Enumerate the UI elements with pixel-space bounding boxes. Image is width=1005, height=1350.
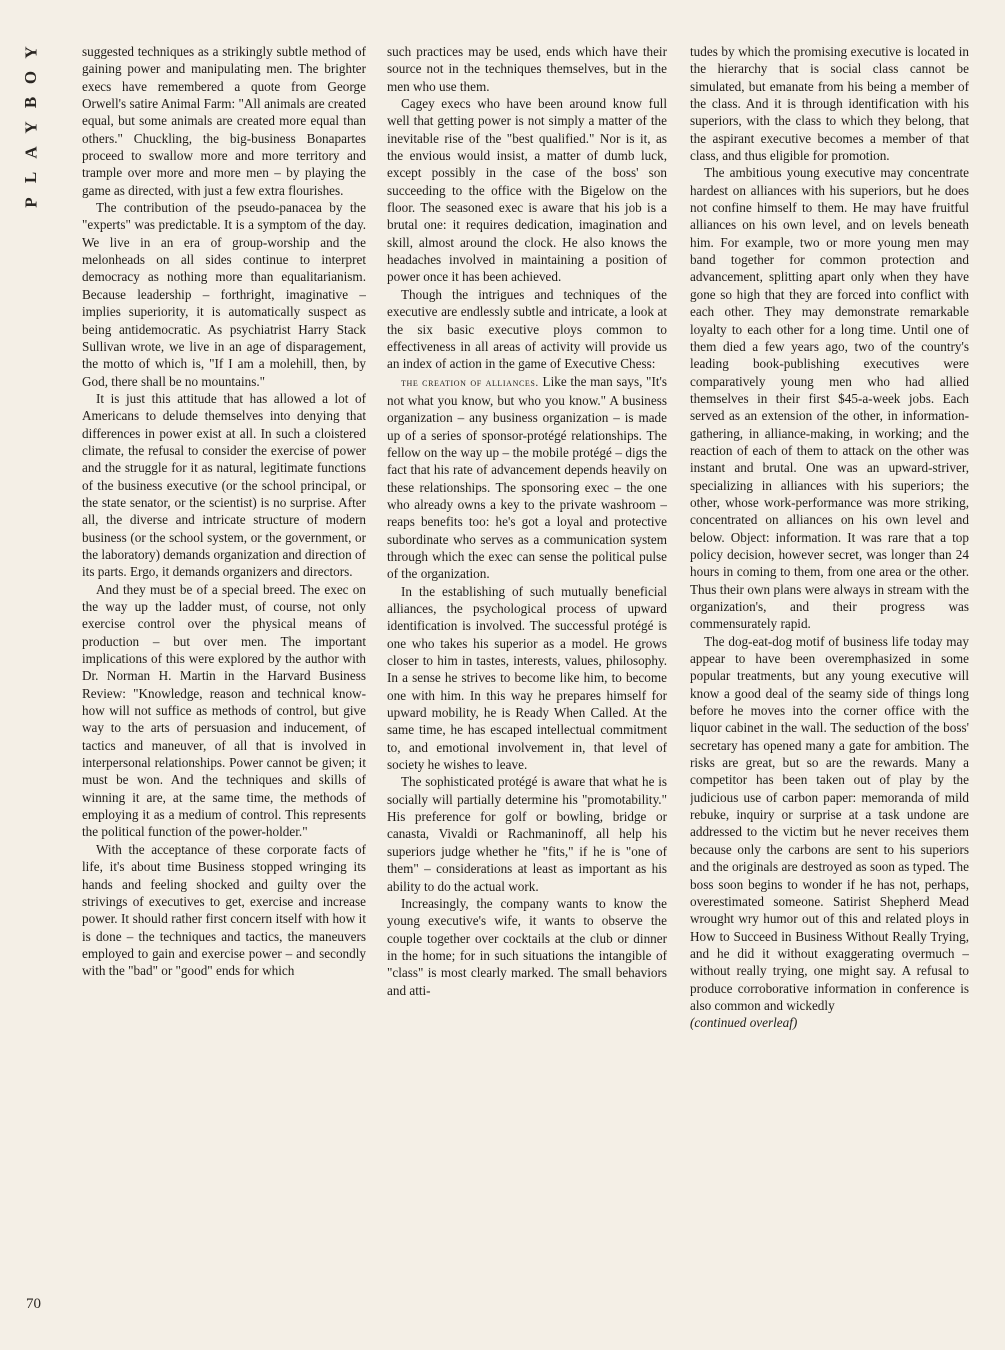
paragraph: The ambitious young executive may concentrate hardest on alliances with his superiors, but he does not confine himself to them. He may have fruitful alliances on his own level, and on levels beneath him. For example, two or more young men may band together for common protection and advancement, splitting apart only when they have gone so high that they are forced into conflict with each other. They may demonstrate remarkable loyalty to each other for a long time. Until one of them died a few years ago, two of the country's leading book-publishing executives were comparatively young men who had allied themselves in their first $45-a-week jobs. Each served as an extension of the other, in information-gathering, in alliance-making, in working; and the reaction of each of them to attack on the other was instant and brutal. One was an upward-striver, specializing in alliances with his superiors; the other, whose work-performance was more striking, concentrated on alliances on his own level and below. Object: information. It was rare that a top policy decision, however secret, was longer than 24 hours in coming to them, from one area or the other. Thus their own plans were always in stream with the organization's, and their progress was commensurately rapid. — [690, 165, 969, 632]
text-column-2 — [387, 43, 667, 1313]
paragraph: suggested techniques as a strikingly subtle method of gaining power and manipulating men. The brighter execs have remembered a quote from George Orwell's satire Animal Farm: "All animals are created equal, but some animals are created more equal than others." Chuckling, the big-business Bonapartes proceed to swallow more and more territory and trample over more and more men – by playing the game as directed, with just a few extra flourishes. — [82, 44, 366, 198]
paragraph: The sophisticated protégé is aware that what he is socially will partially determine his "promotability." His preference for golf or bowling, bridge or canasta, Vivaldi or Rachmaninoff, all help his superiors judge whether he "fits," if he is "one of them" – considerations at least as important as his ability to do the actual work. — [387, 774, 667, 894]
paragraph: Cagey execs who have been around know full well that getting power is not simply a matter of the inevitable rise of the "best qualified." Nor is it, as the envious would insist, a matter of dumb luck, except possibly in the case of the boss' son succeeding to the office with the Bigelow on the floor. The seasoned exec is aware that his job is a brutal one: it requires dedication, imagination and skill, almost around the clock. He also knows the headaches involved in maintaining a position of power once it has been achieved. — [387, 96, 667, 285]
paragraph: such practices may be used, ends which have their source not in the techniques themselves, but in the men who use them. — [387, 44, 667, 94]
masthead-letter: L — [21, 171, 41, 184]
paragraph: The contribution of the pseudo-panacea by the "experts" was predictable. It is a symptom of the day. We live in an era of group-worship and the melonheads on all sides continue to interpret democracy as nothing more than equalitarianism. Because leadership – forthright, imaginative – implies superiority, it is automatically suspect as being antidemocratic. As psychiatrist Harry Stack Sullivan wrote, we live in an age of disparagement, the motto of which is, "If I am a molehill, then, by God, there shall be no mountains." — [82, 200, 366, 389]
paragraph: With the acceptance of these corporate facts of life, it's about time Business stopped wringing its hands and feeling shocked and guilty over the strivings of executives to get, exercise and increase power. It should rather first concern itself with how it is done – the techniques and tactics, the maneuvers employed to gain and exercise power – and secondly with the "bad" or "good" ends for which — [82, 841, 366, 979]
paragraph: Though the intrigues and techniques of the executive are endlessly subtle and intricate, a look at the six basic executive ploys common to effectiveness in all areas of activity will provide us an index of action in the game of Executive Chess: — [387, 286, 667, 372]
paragraph: In the establishing of such mutually beneficial alliances, the psychological process of upward identification is involved. The successful protégé is one who takes his superior as a model. He grows closer to him in tastes, interests, values, philosophy. In a sense he strives to become like him, to become one with him. In this way he prepares himself for upward mobility, he is Ready When Called. At the same time, he has escaped intellectual commitment to, and emotional involvement in, that level of society he wishes to leave. — [387, 583, 667, 773]
masthead-letter: A — [21, 146, 41, 159]
page-number: 70 — [26, 1296, 41, 1312]
paragraph: The dog-eat-dog motif of business life today may appear to have been overemphasized in some popular treatments, but any young executive will know a good deal of the seamy side of things long before he moves into the corner office with the liquor cabinet in the wall. The seduction of the boss' secretary has opened many a gate for ambition. The risks are great, but so are the rewards. Many a competitor has been taken out of play by the judicious use of carbon paper: memoranda of mild rebuke, inquiry or surprise at a task undone are addressed to the victim but he never receives them because only the carbons are sent to his superiors and the originals are destroyed as soon as typed. The boss soon begins to wonder if he has not, perhaps, overestimated someone. Satirist Shepherd Mead wrought wry humor out of this and related ploys in How to Succeed in Business Without Really Trying, and he did it without exaggerating overmuch – without really trying, one might say. A refusal to produce corroborative information in conference is also common and wickedly — [690, 633, 969, 1013]
paragraph: And they must be of a special breed. The exec on the way up the ladder must, of course, not only exercise control over the physical means of production – but over men. The important implications of this were explored by the author with Dr. Norman H. Martin in the Harvard Business Review: "Knowledge, reason and technical know-how will not suffice as methods of control, but give way to the arts of persuasion and inducement, of tactics and maneuver, of all that is involved in interpersonal relationships. Power cannot be given; it must be won. And the techniques and skills of winning it are, at the same time, the methods of employing it as a medium of control. This represents the political function of the power-holder." — [82, 581, 366, 840]
continued-note: (continued overleaf) — [690, 1015, 798, 1031]
section-lead-paragraph: the creation of alliances. Like the man says, "It's not what you know, but who you know." A business organization – any business organization – is made up of a series of sponsor-protégé relationships. The fellow on the way up – the mobile protégé – digs the fact that his rate of advancement depends heavily on these relationships. The sponsoring exec – the one who already owns a key to the private washroom – reaps benefits too: he's got a loyal and protective subordinate who serves as a communication system through which the exec can sense the political pulse of the organization. — [387, 373, 667, 582]
masthead-letter: O — [21, 70, 41, 85]
paragraph: Increasingly, the company wants to know the young executive's wife, it wants to observe the couple together over cocktails at the club or dinner in the home; for in such situations the intangible of "class" is most clearly marked. The small behaviors and atti- — [387, 895, 667, 998]
masthead-letter: Y — [21, 46, 41, 59]
masthead-letter: B — [21, 96, 41, 109]
paragraph: It is just this attitude that has allowed a lot of Americans to delude themselves into denying that differences in power exist at all. In such a cloistered climate, the refusal to consider the exercise of power and the struggle for it as natural, legitimate functions of the business executive (or the school principal, or the state senator, or the scientist) is no surprise. After all, the diverse and intricate structure of modern business (or the school system, or the government, or the laboratory) demands organization and direction of its parts. Ergo, it demands organizers and directors. — [82, 390, 366, 580]
paragraph: tudes by which the promising executive is located in the hierarchy that is social class cannot be simulated, but emanate from his being a member of the class. And it is through identification with his superiors, with the class to which they belong, that the aspirant executive becomes a member of that class, and thus eligible for promotion. — [690, 44, 969, 164]
masthead — [22, 40, 48, 215]
masthead-letter: Y — [21, 121, 41, 134]
section-lead-in: the creation of alliances. — [401, 376, 539, 389]
text-column-1 — [82, 43, 366, 1313]
masthead-letter: P — [21, 197, 41, 208]
text-column-3 — [690, 43, 969, 1313]
